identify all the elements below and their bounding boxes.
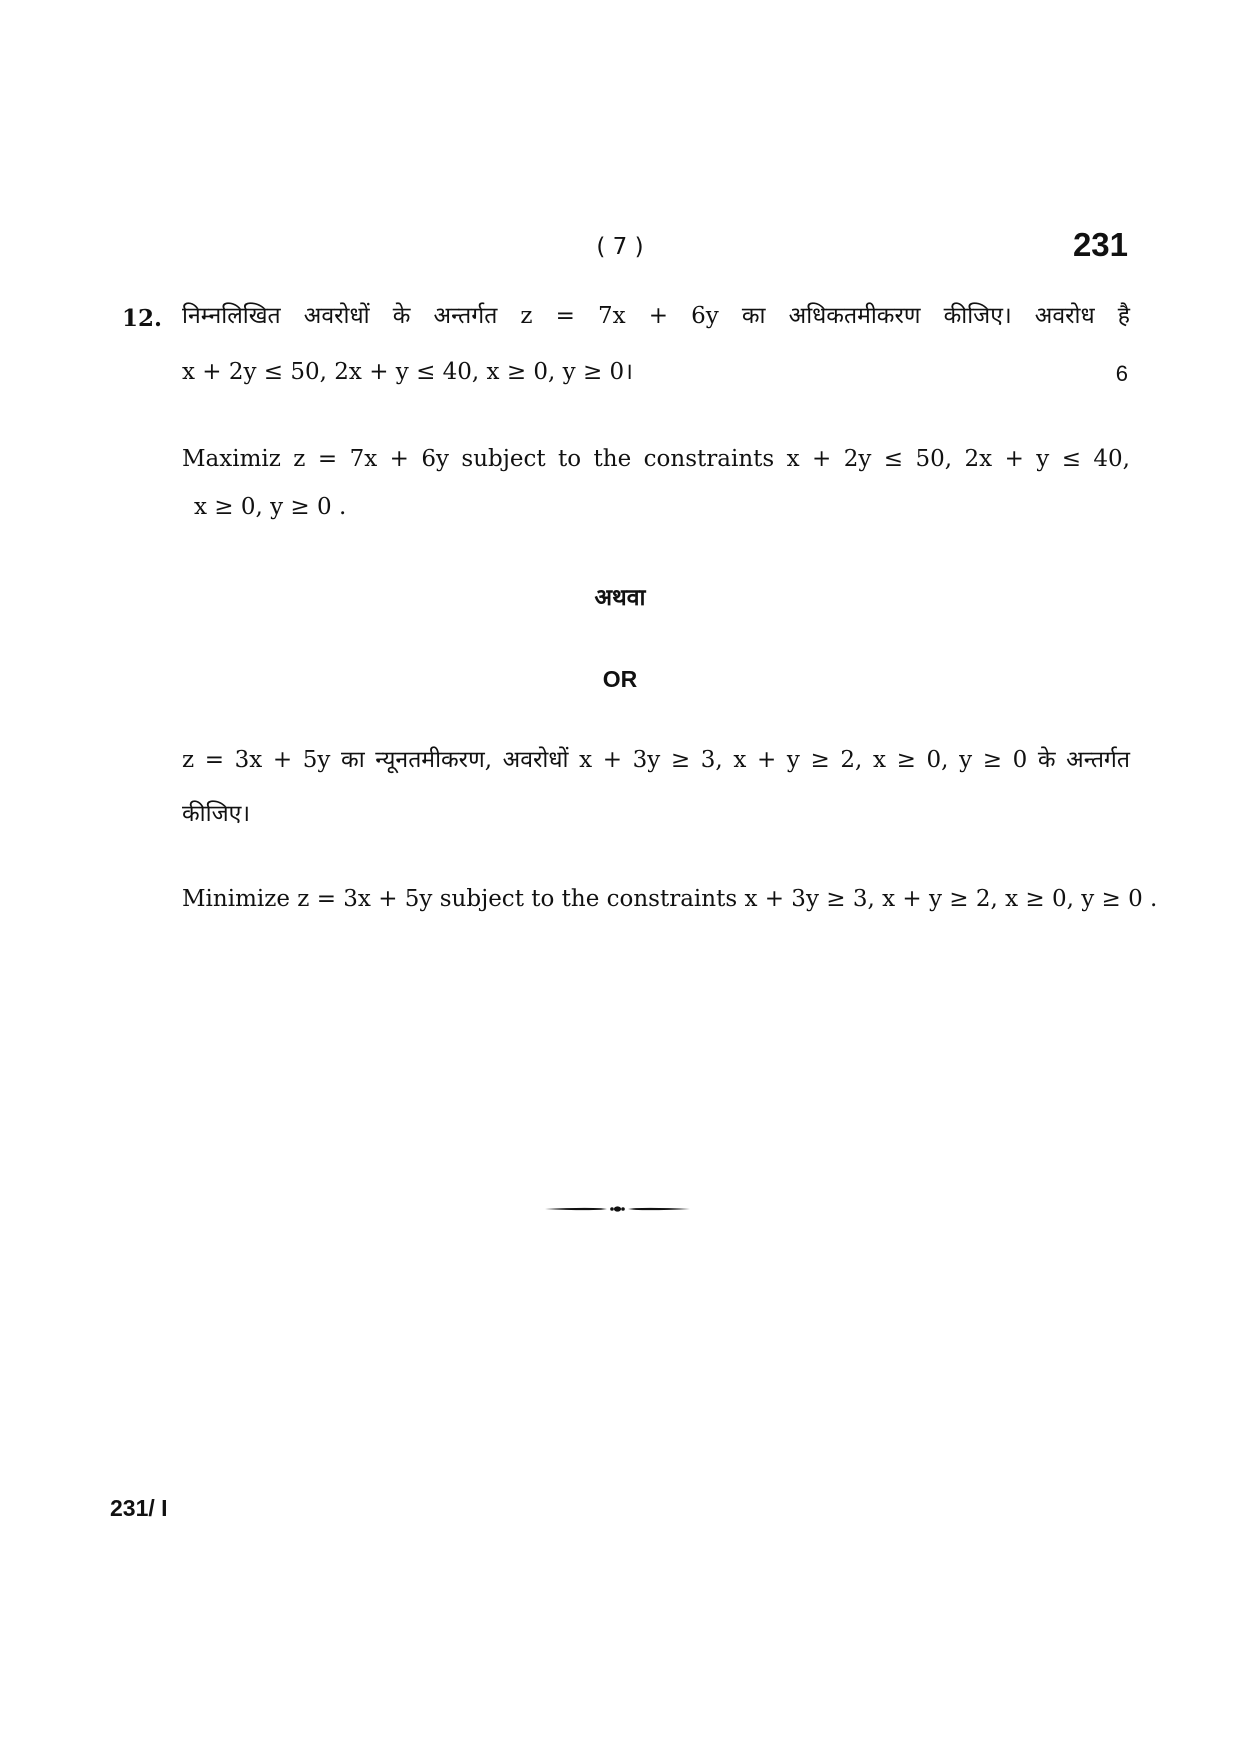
ornament-divider <box>545 1203 690 1215</box>
alternative-english-line-1: Minimize z = 3x + 5y subject to the constraints x + 3y ≥ 3, x + y ≥ 2, x ≥ 0, y ≥ 0 . <box>182 886 1158 912</box>
question-english-line-1: Maximiz z = 7x + 6y subject to the constraints x + 2y ≤ 50, 2x + y ≤ 40, <box>182 446 1130 472</box>
marks: 6 <box>1115 361 1128 386</box>
alternative-hindi-line-2: कीजिए। <box>182 801 251 827</box>
page-number: ( 7 ) <box>596 234 644 260</box>
question-english-line-2: x ≥ 0, y ≥ 0 . <box>194 494 347 520</box>
or-divider-hindi: अथवा <box>594 585 646 611</box>
question-number: 12. <box>122 305 163 332</box>
question-hindi-line-2: x + 2y ≤ 50, 2x + y ≤ 40, x ≥ 0, y ≥ 0। <box>182 359 633 385</box>
subject-code: 231 <box>1072 226 1128 263</box>
or-divider-english: OR <box>602 666 638 692</box>
footer-code: 231/ I <box>110 1495 168 1521</box>
alternative-hindi-line-1: z = 3x + 5y का न्यूनतमीकरण, अवरोधों x + 3y ≥ 3, x + y ≥ 2, x ≥ 0, y ≥ 0 के अन्तर्गत <box>182 747 1130 773</box>
question-hindi-line-1: निम्नलिखित अवरोधों के अन्तर्गत z = 7x + 6y का अधिकतमीकरण कीजिए। अवरोध है <box>182 303 1130 329</box>
